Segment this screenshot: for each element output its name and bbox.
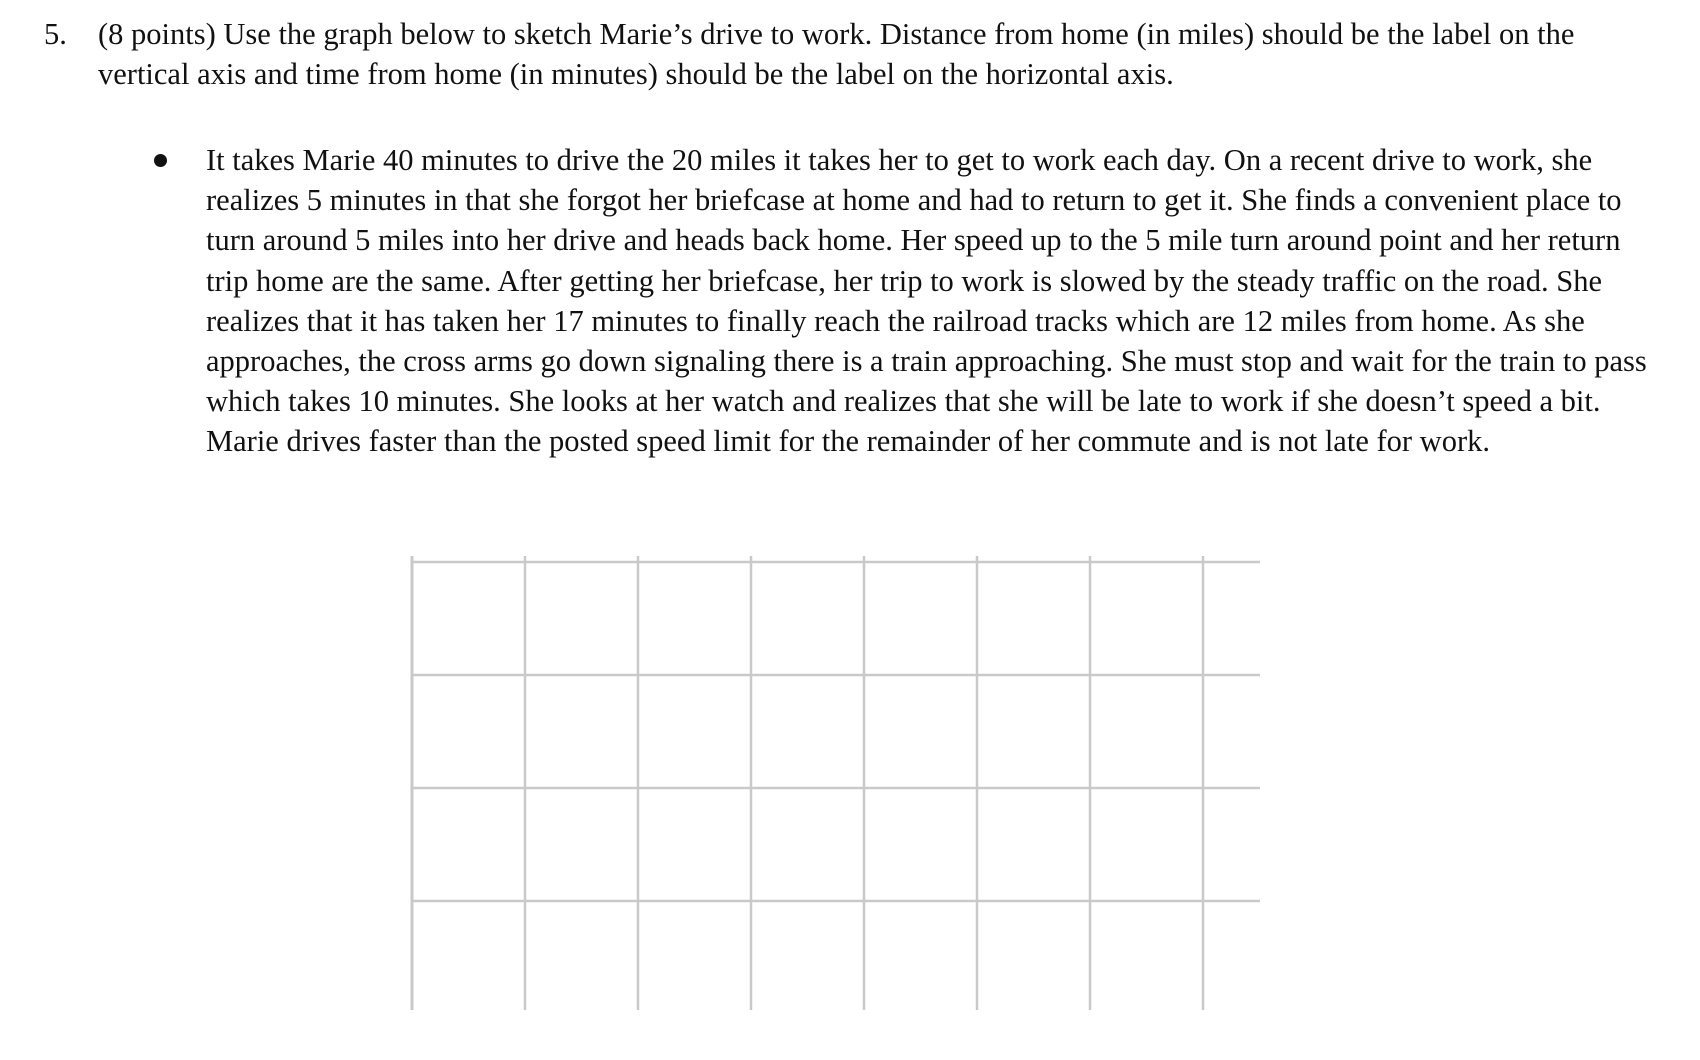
question-header bbox=[44, 14, 1664, 94]
scenario-bullet bbox=[150, 140, 1650, 462]
blank-grid[interactable] bbox=[400, 550, 1260, 1010]
bullet-icon bbox=[150, 140, 206, 462]
question-5 bbox=[44, 14, 1664, 94]
scenario-text: It takes Marie 40 minutes to drive the 20 miles it takes her to get to work each day. On a recent drive to work, she realizes 5 minutes in that she forgot her briefcase at home and had to return to get it. She finds a convenient place to turn around 5 miles into her drive and heads back home. Her speed up to the 5 mile turn around point and her return trip home are the same. After getting her briefcase, her trip to work is slowed by the steady traffic on the road. She realizes that it has taken her 17 minutes to finally reach the railroad tracks which are 12 miles from home. As she approaches, the cross arms go down signaling there is a train approaching. She must stop and wait for the train to pass which takes 10 minutes. She looks at her watch and realizes that she will be late to work if she doesn’t speed a bit. Marie drives faster than the posted speed limit for the remainder of her commute and is not late for work. bbox=[206, 143, 1647, 459]
graph-area[interactable] bbox=[400, 550, 1260, 1015]
question-prompt: (8 points) Use the graph below to sketch Marie’s drive to work. Distance from home (in miles) should be the label on the vertical axis and time from home (in minutes) should be the label on the horizontal axis. bbox=[98, 17, 1575, 91]
question-number: 5. bbox=[44, 17, 67, 51]
